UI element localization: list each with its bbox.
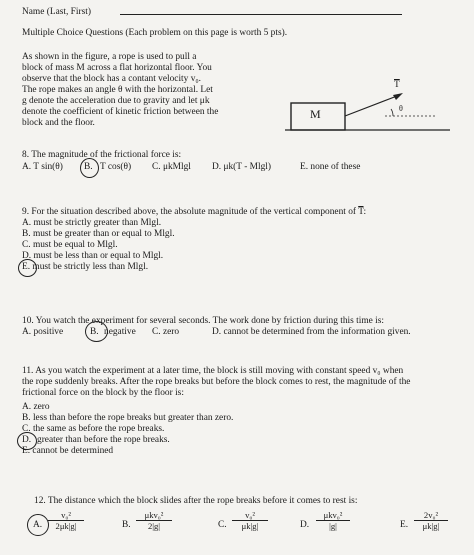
q11-stem-line: frictional force on the block by the floor is: bbox=[22, 388, 184, 398]
q9-option-c: C. must be equal to Mlgl. bbox=[22, 240, 118, 250]
q9-option-e: E. must be strictly less than Mlgl. bbox=[22, 262, 149, 272]
q12-option-e-formula bbox=[414, 510, 448, 532]
q10-option-c: C. zero bbox=[152, 327, 180, 337]
tension-label: $\overline{T}$ bbox=[394, 80, 400, 90]
q12-option-b-formula bbox=[136, 510, 172, 532]
q12-option-c-denominator: μk|g| bbox=[241, 521, 259, 531]
q12-option-e-numerator: 2v₀² bbox=[414, 510, 448, 521]
q10-option-b-letter: B. bbox=[90, 327, 99, 337]
name-field-line bbox=[120, 14, 402, 15]
q12-option-a-denominator: 2μk|g| bbox=[55, 521, 77, 531]
intro-line: block of mass M across a flat horizontal floor. You bbox=[22, 63, 212, 73]
q11-stem-line: the rope suddenly breaks. After the rope breaks but before the block comes to rest, the magnitude of the bbox=[22, 377, 411, 387]
q12-option-c-numerator: v₀² bbox=[232, 510, 268, 521]
q8-option-c: C. μkMlgl bbox=[152, 162, 191, 172]
q9-option-d: D. must be less than or equal to Mlgl. bbox=[22, 251, 164, 261]
q11-stem-line: 11. As you watch the experiment at a later time, the block is still moving with constant speed v₀ when bbox=[22, 366, 404, 376]
q10-option-d: D. cannot be determined from the information given. bbox=[212, 327, 411, 337]
q12-option-e-denominator: μk|g| bbox=[422, 521, 440, 531]
q10-stem: 10. You watch the experiment for several seconds. The work done by friction during this time is: bbox=[22, 316, 384, 326]
q12-option-a-formula bbox=[48, 510, 84, 532]
q11-option-d-text: greater than before the rope breaks. bbox=[37, 435, 170, 445]
q12-option-c-formula bbox=[232, 510, 268, 532]
intro-line: denote the coefficient of kinetic friction between the bbox=[22, 107, 219, 117]
q12-option-b-numerator: μkv₀² bbox=[136, 510, 172, 521]
q11-option-a: A. zero bbox=[22, 402, 50, 412]
q9-stem bbox=[22, 207, 366, 218]
q12-option-a-letter: A. bbox=[33, 520, 43, 530]
q9-stem-end: : bbox=[363, 207, 367, 217]
intro-line: block and the floor. bbox=[22, 118, 95, 128]
q12-stem: 12. The distance which the block slides after the rope breaks before it comes to rest is: bbox=[34, 496, 358, 506]
q12-option-b-letter: B. bbox=[122, 520, 131, 530]
q8-option-d: D. μk(T - Mlgl) bbox=[212, 162, 272, 172]
q12-option-d-denominator: |g| bbox=[329, 521, 337, 531]
q9-stem-text: 9. For the situation described above, the absolute magnitude of the vertical component of bbox=[22, 207, 357, 217]
q8-stem: 8. The magnitude of the frictional force is: bbox=[22, 150, 182, 160]
block-label: M bbox=[310, 107, 321, 121]
q12-option-d-letter: D. bbox=[300, 520, 310, 530]
q12-option-a-numerator: v₀² bbox=[48, 510, 84, 521]
intro-line: The rope makes an angle θ with the horizontal. Let bbox=[22, 85, 213, 95]
q11-option-d-letter: D. bbox=[22, 435, 32, 445]
q10-option-b-text: negative bbox=[104, 327, 136, 337]
intro-line: As shown in the figure, a rope is used to pull a bbox=[22, 52, 197, 62]
q12-option-e-letter: E. bbox=[400, 520, 409, 530]
q9-option-b: B. must be greater than or equal to Mlgl. bbox=[22, 229, 175, 239]
tension-arrowhead bbox=[393, 93, 403, 100]
angle-arc bbox=[391, 109, 393, 116]
q8-option-a: A. T sin(θ) bbox=[22, 162, 63, 172]
q8-option-e: E. none of these bbox=[300, 162, 361, 172]
q11-option-e: E. cannot be determined bbox=[22, 446, 114, 456]
name-label: Name (Last, First) bbox=[22, 7, 91, 17]
q9-stem-vector: $\overline{T}$ bbox=[358, 207, 364, 217]
q8-option-b-letter: B. bbox=[84, 162, 93, 172]
instructions: Multiple Choice Questions (Each problem on this page is worth 5 pts). bbox=[22, 28, 288, 38]
q12-option-d-numerator: μkv₀² bbox=[316, 510, 350, 521]
rope-line bbox=[345, 96, 397, 116]
intro-line: g denote the acceleration due to gravity and let μk bbox=[22, 96, 210, 106]
angle-label: θ bbox=[399, 104, 403, 113]
q11-option-c: C. the same as before the rope breaks. bbox=[22, 424, 165, 434]
q12-option-c-letter: C. bbox=[218, 520, 227, 530]
intro-line: observe that the block has a contant velocity v₀. bbox=[22, 74, 201, 84]
q12-option-d-formula bbox=[316, 510, 350, 532]
q11-option-b: B. less than before the rope breaks but greater than zero. bbox=[22, 413, 234, 423]
q8-option-b-text: T cos(θ) bbox=[100, 162, 132, 172]
q10-option-a: A. positive bbox=[22, 327, 64, 337]
q12-option-b-denominator: 2|g| bbox=[147, 521, 161, 531]
q9-option-a: A. must be strictly greater than Mlgl. bbox=[22, 218, 162, 228]
